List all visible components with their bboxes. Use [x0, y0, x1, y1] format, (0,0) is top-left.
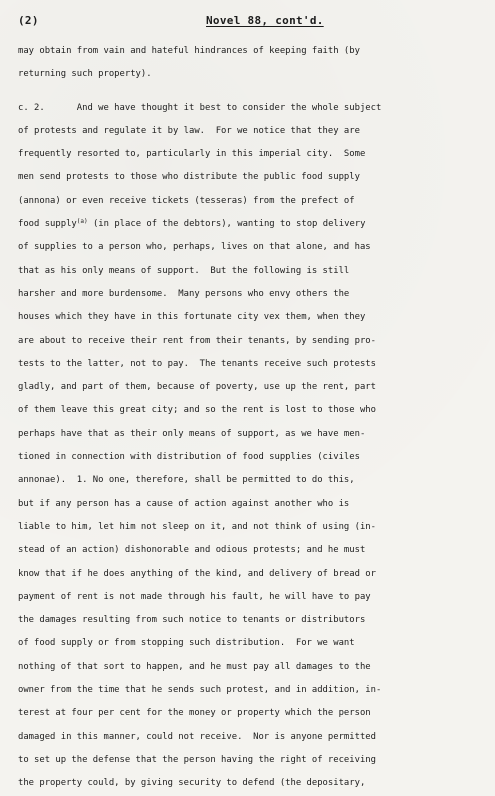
text-line: (annona) or even receive tickets (tesseras) from the prefect of [18, 195, 355, 206]
text-line: owner from the time that he sends such protest, and in addition, in- [18, 685, 382, 696]
text-line: are about to receive their rent from their tenants, by sending pro- [18, 335, 376, 346]
paragraph-continuation [18, 40, 485, 87]
paragraph-gap [18, 87, 485, 97]
text-line: gladly, and part of them, because of poverty, use up the rent, part [18, 382, 376, 393]
document-body [18, 40, 485, 796]
text-line: but if any person has a cause of action against another who is [18, 498, 350, 509]
text-line: nothing of that sort to happen, and he must pay all damages to the [18, 661, 371, 672]
paragraph-section-2 [18, 97, 485, 796]
text-line: frequently resorted to, particularly in this imperial city. Some [18, 149, 366, 160]
text-line: houses which they have in this fortunate city vex them, when they [18, 312, 366, 323]
text-line: of food supply or from stopping such distribution. For we want [18, 638, 355, 649]
footnote-marker: (a) [76, 218, 88, 226]
text-fragment: food supply [18, 219, 77, 230]
text-line: the property could, by giving security to defend (the depositary, [18, 778, 366, 789]
text-line-with-footnote [18, 213, 485, 236]
text-line: to set up the defense that the person having the right of receiving [18, 754, 376, 765]
text-line: tioned in connection with distribution of food supplies (civiles [18, 452, 360, 463]
text-line: damaged in this manner, could not receive. Nor is anyone permitted [18, 731, 376, 742]
text-line: terest at four per cent for the money or property which the person [18, 708, 371, 719]
page-header [18, 14, 485, 38]
text-line: may obtain from vain and hateful hindrances of keeping faith (by [18, 46, 360, 56]
text-line: returning such property). [18, 69, 152, 80]
text-line: c. 2. And we have thought it best to consider the whole subject [18, 102, 382, 113]
text-line: of protests and regulate it by law. For we notice that they are [18, 125, 360, 136]
text-line: the damages resulting from such notice to tenants or distributors [18, 615, 366, 626]
running-title: Novel 88, cont'd. [206, 14, 324, 27]
text-line: liable to him, let him not sleep on it, and not think of using (in- [18, 521, 376, 532]
text-line: know that if he does anything of the kind, and delivery of bread or [18, 568, 376, 579]
text-line: tests to the latter, not to pay. The tenants receive such protests [18, 358, 376, 369]
text-line: of supplies to a person who, perhaps, lives on that alone, and has [18, 242, 371, 253]
text-line: men send protests to those who distribute the public food supply [18, 172, 360, 183]
text-line: payment of rent is not made through his fault, he will have to pay [18, 591, 371, 602]
page-number: (2) [18, 14, 39, 27]
text-line: that as his only means of support. But the following is still [18, 265, 350, 276]
text-line: harsher and more burdensome. Many persons who envy others the [18, 288, 350, 299]
text-fragment: (in place of the debtors), wanting to stop delivery [87, 219, 366, 230]
text-line: perhaps have that as their only means of support, as we have men- [18, 428, 366, 439]
text-line: of them leave this great city; and so the rent is lost to those who [18, 405, 376, 416]
text-line: stead of an action) dishonorable and odious protests; and he must [18, 545, 366, 556]
text-line: annonae). 1. No one, therefore, shall be permitted to do this, [18, 475, 355, 486]
